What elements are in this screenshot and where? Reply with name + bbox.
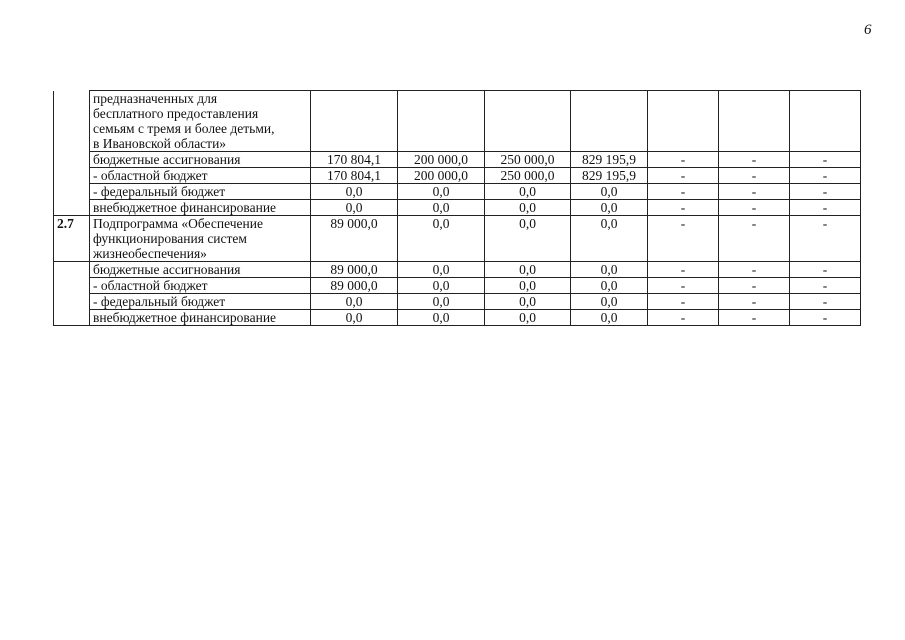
- table-row: [54, 278, 861, 294]
- row-name-line: - федеральный бюджет: [93, 184, 226, 199]
- amount-cell: 0,0: [398, 278, 485, 294]
- budget-table-body: [54, 91, 861, 326]
- dash-cell: -: [648, 310, 719, 326]
- row-number: [54, 278, 90, 294]
- dash-cell: -: [790, 216, 861, 262]
- amount-cell: 200 000,0: [398, 152, 485, 168]
- dash-cell: -: [648, 184, 719, 200]
- dash-cell: -: [790, 310, 861, 326]
- amount-cell: 829 195,9: [571, 152, 648, 168]
- row-name-line: внебюджетное финансирование: [93, 310, 277, 325]
- amount-cell: 0,0: [571, 262, 648, 278]
- row-name: [90, 91, 311, 152]
- row-name-line: в Ивановской области»: [93, 136, 227, 151]
- row-name-line: жизнеобеспечения»: [93, 246, 207, 261]
- amount-cell: 0,0: [485, 216, 571, 262]
- row-name-line: внебюджетное финансирование: [93, 200, 277, 215]
- amount-cell: 0,0: [485, 278, 571, 294]
- amount-cell: 0,0: [311, 294, 398, 310]
- row-name-line: бесплатного предоставления: [93, 106, 259, 121]
- row-number: [54, 184, 90, 200]
- row-number: [54, 200, 90, 216]
- table-row: [54, 310, 861, 326]
- dash-cell: -: [648, 152, 719, 168]
- row-name-line: - федеральный бюджет: [93, 294, 226, 309]
- row-name: [90, 200, 311, 216]
- amount-cell: 0,0: [311, 310, 398, 326]
- amount-cell: 0,0: [485, 310, 571, 326]
- amount-cell: 0,0: [485, 294, 571, 310]
- row-name: [90, 294, 311, 310]
- table-row: [54, 184, 861, 200]
- dash-cell: -: [648, 168, 719, 184]
- dash-cell: -: [719, 216, 790, 262]
- row-name: [90, 168, 311, 184]
- dash-cell: -: [790, 152, 861, 168]
- amount-cell: [398, 91, 485, 152]
- dash-cell: -: [719, 278, 790, 294]
- row-number: [54, 152, 90, 168]
- row-number: [54, 294, 90, 310]
- table-row: [54, 91, 861, 152]
- amount-cell: 250 000,0: [485, 168, 571, 184]
- amount-cell: 0,0: [571, 216, 648, 262]
- amount-cell: 0,0: [485, 184, 571, 200]
- dash-cell: -: [719, 184, 790, 200]
- row-name: [90, 184, 311, 200]
- row-name-line: бюджетные ассигнования: [93, 152, 241, 167]
- row-name: [90, 262, 311, 278]
- dash-cell: -: [648, 200, 719, 216]
- amount-cell: 0,0: [311, 184, 398, 200]
- amount-cell: 0,0: [571, 200, 648, 216]
- table-row: [54, 168, 861, 184]
- row-number: [54, 310, 90, 326]
- row-number: [54, 168, 90, 184]
- table-row: [54, 152, 861, 168]
- row-name-line: - областной бюджет: [93, 168, 208, 183]
- row-name-line: Подпрограмма «Обеспечение: [93, 216, 263, 231]
- row-name-line: функционирования систем: [93, 231, 247, 246]
- table-row: [54, 294, 861, 310]
- amount-cell: 170 804,1: [311, 168, 398, 184]
- amount-cell: 0,0: [398, 200, 485, 216]
- table-row: [54, 200, 861, 216]
- amount-cell: 0,0: [398, 310, 485, 326]
- dash-cell: -: [648, 262, 719, 278]
- row-name-line: бюджетные ассигнования: [93, 262, 241, 277]
- dash-cell: -: [719, 262, 790, 278]
- row-name: [90, 310, 311, 326]
- amount-cell: 170 804,1: [311, 152, 398, 168]
- amount-cell: 0,0: [311, 200, 398, 216]
- amount-cell: 0,0: [398, 184, 485, 200]
- row-name-line: семьям с тремя и более детьми,: [93, 121, 275, 136]
- dash-cell: -: [790, 168, 861, 184]
- dash-cell: -: [790, 184, 861, 200]
- amount-cell: 829 195,9: [571, 168, 648, 184]
- row-name-line: предназначенных для: [93, 91, 218, 106]
- dash-cell: -: [719, 168, 790, 184]
- row-name: [90, 278, 311, 294]
- amount-cell: 0,0: [485, 262, 571, 278]
- row-name: [90, 152, 311, 168]
- amount-cell: 0,0: [571, 294, 648, 310]
- amount-cell: 89 000,0: [311, 278, 398, 294]
- amount-cell: 0,0: [571, 278, 648, 294]
- dash-cell: -: [719, 294, 790, 310]
- page-number: 6: [864, 22, 872, 38]
- amount-cell: 200 000,0: [398, 168, 485, 184]
- dash-cell: -: [790, 294, 861, 310]
- amount-cell: 0,0: [485, 200, 571, 216]
- amount-cell: 0,0: [398, 294, 485, 310]
- budget-table: [53, 90, 861, 326]
- table-row: [54, 262, 861, 278]
- amount-cell: 89 000,0: [311, 262, 398, 278]
- amount-cell: 0,0: [398, 262, 485, 278]
- dash-cell: -: [790, 278, 861, 294]
- amount-cell: 0,0: [571, 184, 648, 200]
- dash-cell: -: [648, 278, 719, 294]
- row-number: [54, 262, 90, 278]
- amount-cell: [571, 91, 648, 152]
- amount-cell: 0,0: [398, 216, 485, 262]
- dash-cell: -: [790, 200, 861, 216]
- dash-cell: [790, 91, 861, 152]
- amount-cell: 250 000,0: [485, 152, 571, 168]
- row-number: [54, 91, 90, 152]
- row-name-line: - областной бюджет: [93, 278, 208, 293]
- dash-cell: -: [648, 216, 719, 262]
- amount-cell: 0,0: [571, 310, 648, 326]
- dash-cell: [648, 91, 719, 152]
- dash-cell: -: [790, 262, 861, 278]
- row-name: [90, 216, 311, 262]
- dash-cell: [719, 91, 790, 152]
- amount-cell: [311, 91, 398, 152]
- dash-cell: -: [719, 152, 790, 168]
- amount-cell: [485, 91, 571, 152]
- amount-cell: 89 000,0: [311, 216, 398, 262]
- table-row: [54, 216, 861, 262]
- dash-cell: -: [719, 310, 790, 326]
- dash-cell: -: [719, 200, 790, 216]
- row-number: 2.7: [54, 216, 90, 262]
- dash-cell: -: [648, 294, 719, 310]
